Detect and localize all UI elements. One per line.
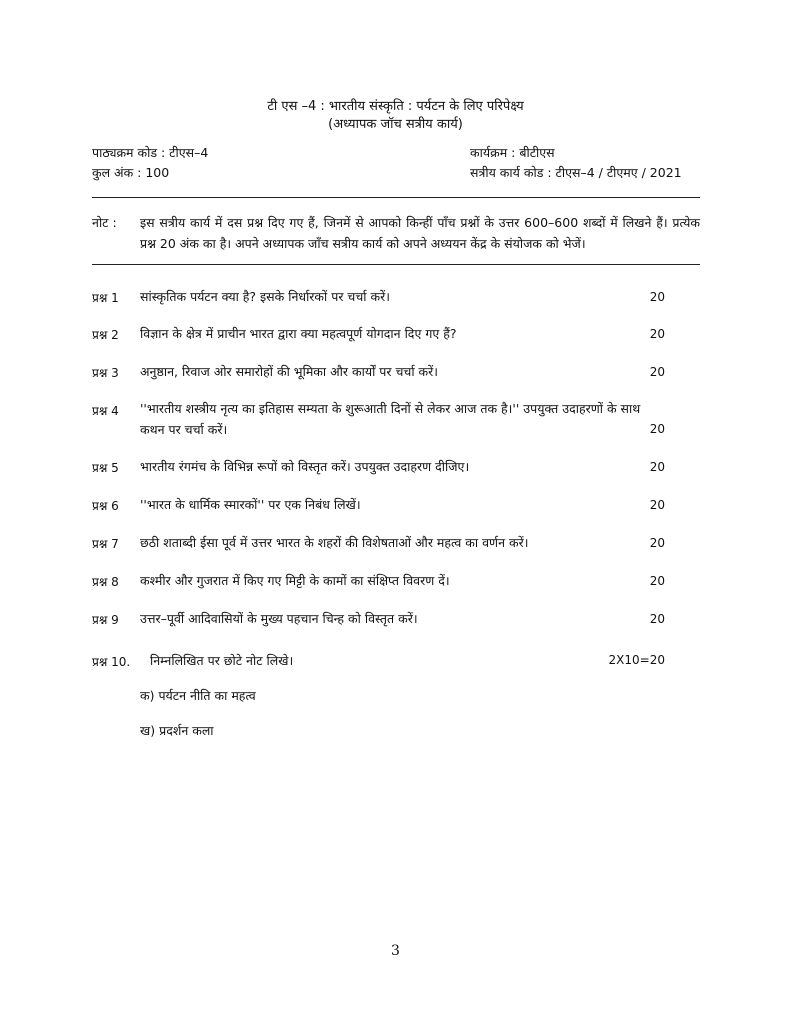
question-marks: 20 — [649, 460, 665, 474]
divider-top — [92, 197, 700, 198]
note-label: नोट : — [92, 215, 117, 230]
question-number: प्रश्न 8 — [92, 575, 119, 589]
sub-item: ख) प्रदर्शन कला — [140, 723, 214, 738]
question-text: निम्नलिखित पर छोटे नोट लिखे। — [150, 653, 294, 668]
question-number: प्रश्न 5 — [92, 461, 119, 475]
question-marks: 2X10=20 — [608, 653, 665, 667]
question-number: प्रश्न 1 — [92, 291, 119, 305]
course-code: पाठ्यक्रम कोड : टीएस–4 — [92, 145, 209, 160]
question-number: प्रश्न 10. — [92, 655, 131, 669]
sub-item: क) पर्यटन नीति का महत्व — [140, 688, 256, 703]
document-title: टी एस –4 : भारतीय संस्कृति : पर्यटन के लिए परिपेक्ष्य — [267, 99, 524, 114]
assignment-code: सत्रीय कार्य कोड : टीएस–4 / टीएमए / 2021 — [470, 165, 682, 180]
question-marks: 20 — [649, 536, 665, 550]
question-marks: 20 — [649, 365, 665, 379]
question-number: प्रश्न 3 — [92, 366, 119, 380]
question-marks: 20 — [649, 422, 665, 436]
total-marks: कुल अंक : 100 — [92, 165, 170, 180]
question-marks: 20 — [649, 290, 665, 304]
question-text: ''भारत के धार्मिक स्मारकों'' पर एक निबंध लिखें। — [140, 497, 361, 512]
question-text: अनुष्ठान, रिवाज ओर समारोहों की भूमिका और कार्यों पर चर्चा करें। — [140, 364, 439, 379]
document-subtitle: (अध्यापक जॉच सत्रीय कार्य) — [328, 117, 463, 132]
question-text: उत्तर–पूर्वी आदिवासियों के मुख्य पहचान चिन्ह को विस्तृत करें। — [140, 611, 418, 626]
note-text: इस सत्रीय कार्य में दस प्रश्न दिए गए हैं, जिनमें से आपको किन्हीं पाँच प्रश्नों के उत्तर 600–600 शब्दों में लिखने हैं। प्रत्येक प्रश्न 20 अंक का है। अपने अध्यापक जाँच सत्रीय कार्य को अपने अध्ययन केंद्र के संयोजक को भेजें। — [140, 215, 700, 251]
question-text: भारतीय रंगमंच के विभिन्न रूपों को विस्तृत करें। उपयुक्त उदाहरण दीजिए। — [140, 459, 470, 474]
question-number: प्रश्न 4 — [92, 404, 119, 418]
question-text: कश्मीर और गुजरात में किए गए मिट्टी के कामों का संक्षिप्त विवरण दें। — [140, 573, 450, 588]
question-number: प्रश्न 9 — [92, 613, 119, 627]
question-marks: 20 — [649, 574, 665, 588]
question-number: प्रश्न 7 — [92, 537, 119, 551]
page-number: 3 — [391, 943, 400, 959]
question-number: प्रश्न 6 — [92, 499, 119, 513]
programme: कार्यक्रम : बीटीएस — [470, 145, 555, 160]
question-text: ''भारतीय शस्त्रीय नृत्य का इतिहास सम्यता के शुरूआती दिनों से लेकर आज तक है।'' उपयुक्त उदाहरणों के साथ कथन पर चर्चा करें। — [140, 401, 641, 437]
question-marks: 20 — [649, 498, 665, 512]
question-text: छठी शताब्दी ईसा पूर्व में उत्तर भारत के शहरों की विशेषताओं और महत्व का वर्णन करें। — [140, 535, 529, 550]
question-marks: 20 — [649, 612, 665, 626]
question-text: विज्ञान के क्षेत्र में प्राचीन भारत द्वारा क्या महत्वपूर्ण योगदान दिए गए हैं? — [140, 326, 457, 341]
divider-bottom — [92, 264, 700, 265]
question-number: प्रश्न 2 — [92, 328, 119, 342]
question-marks: 20 — [649, 327, 665, 341]
question-text: सांस्कृतिक पर्यटन क्या है? इसके निर्धारकों पर चर्चा करें। — [140, 289, 390, 304]
